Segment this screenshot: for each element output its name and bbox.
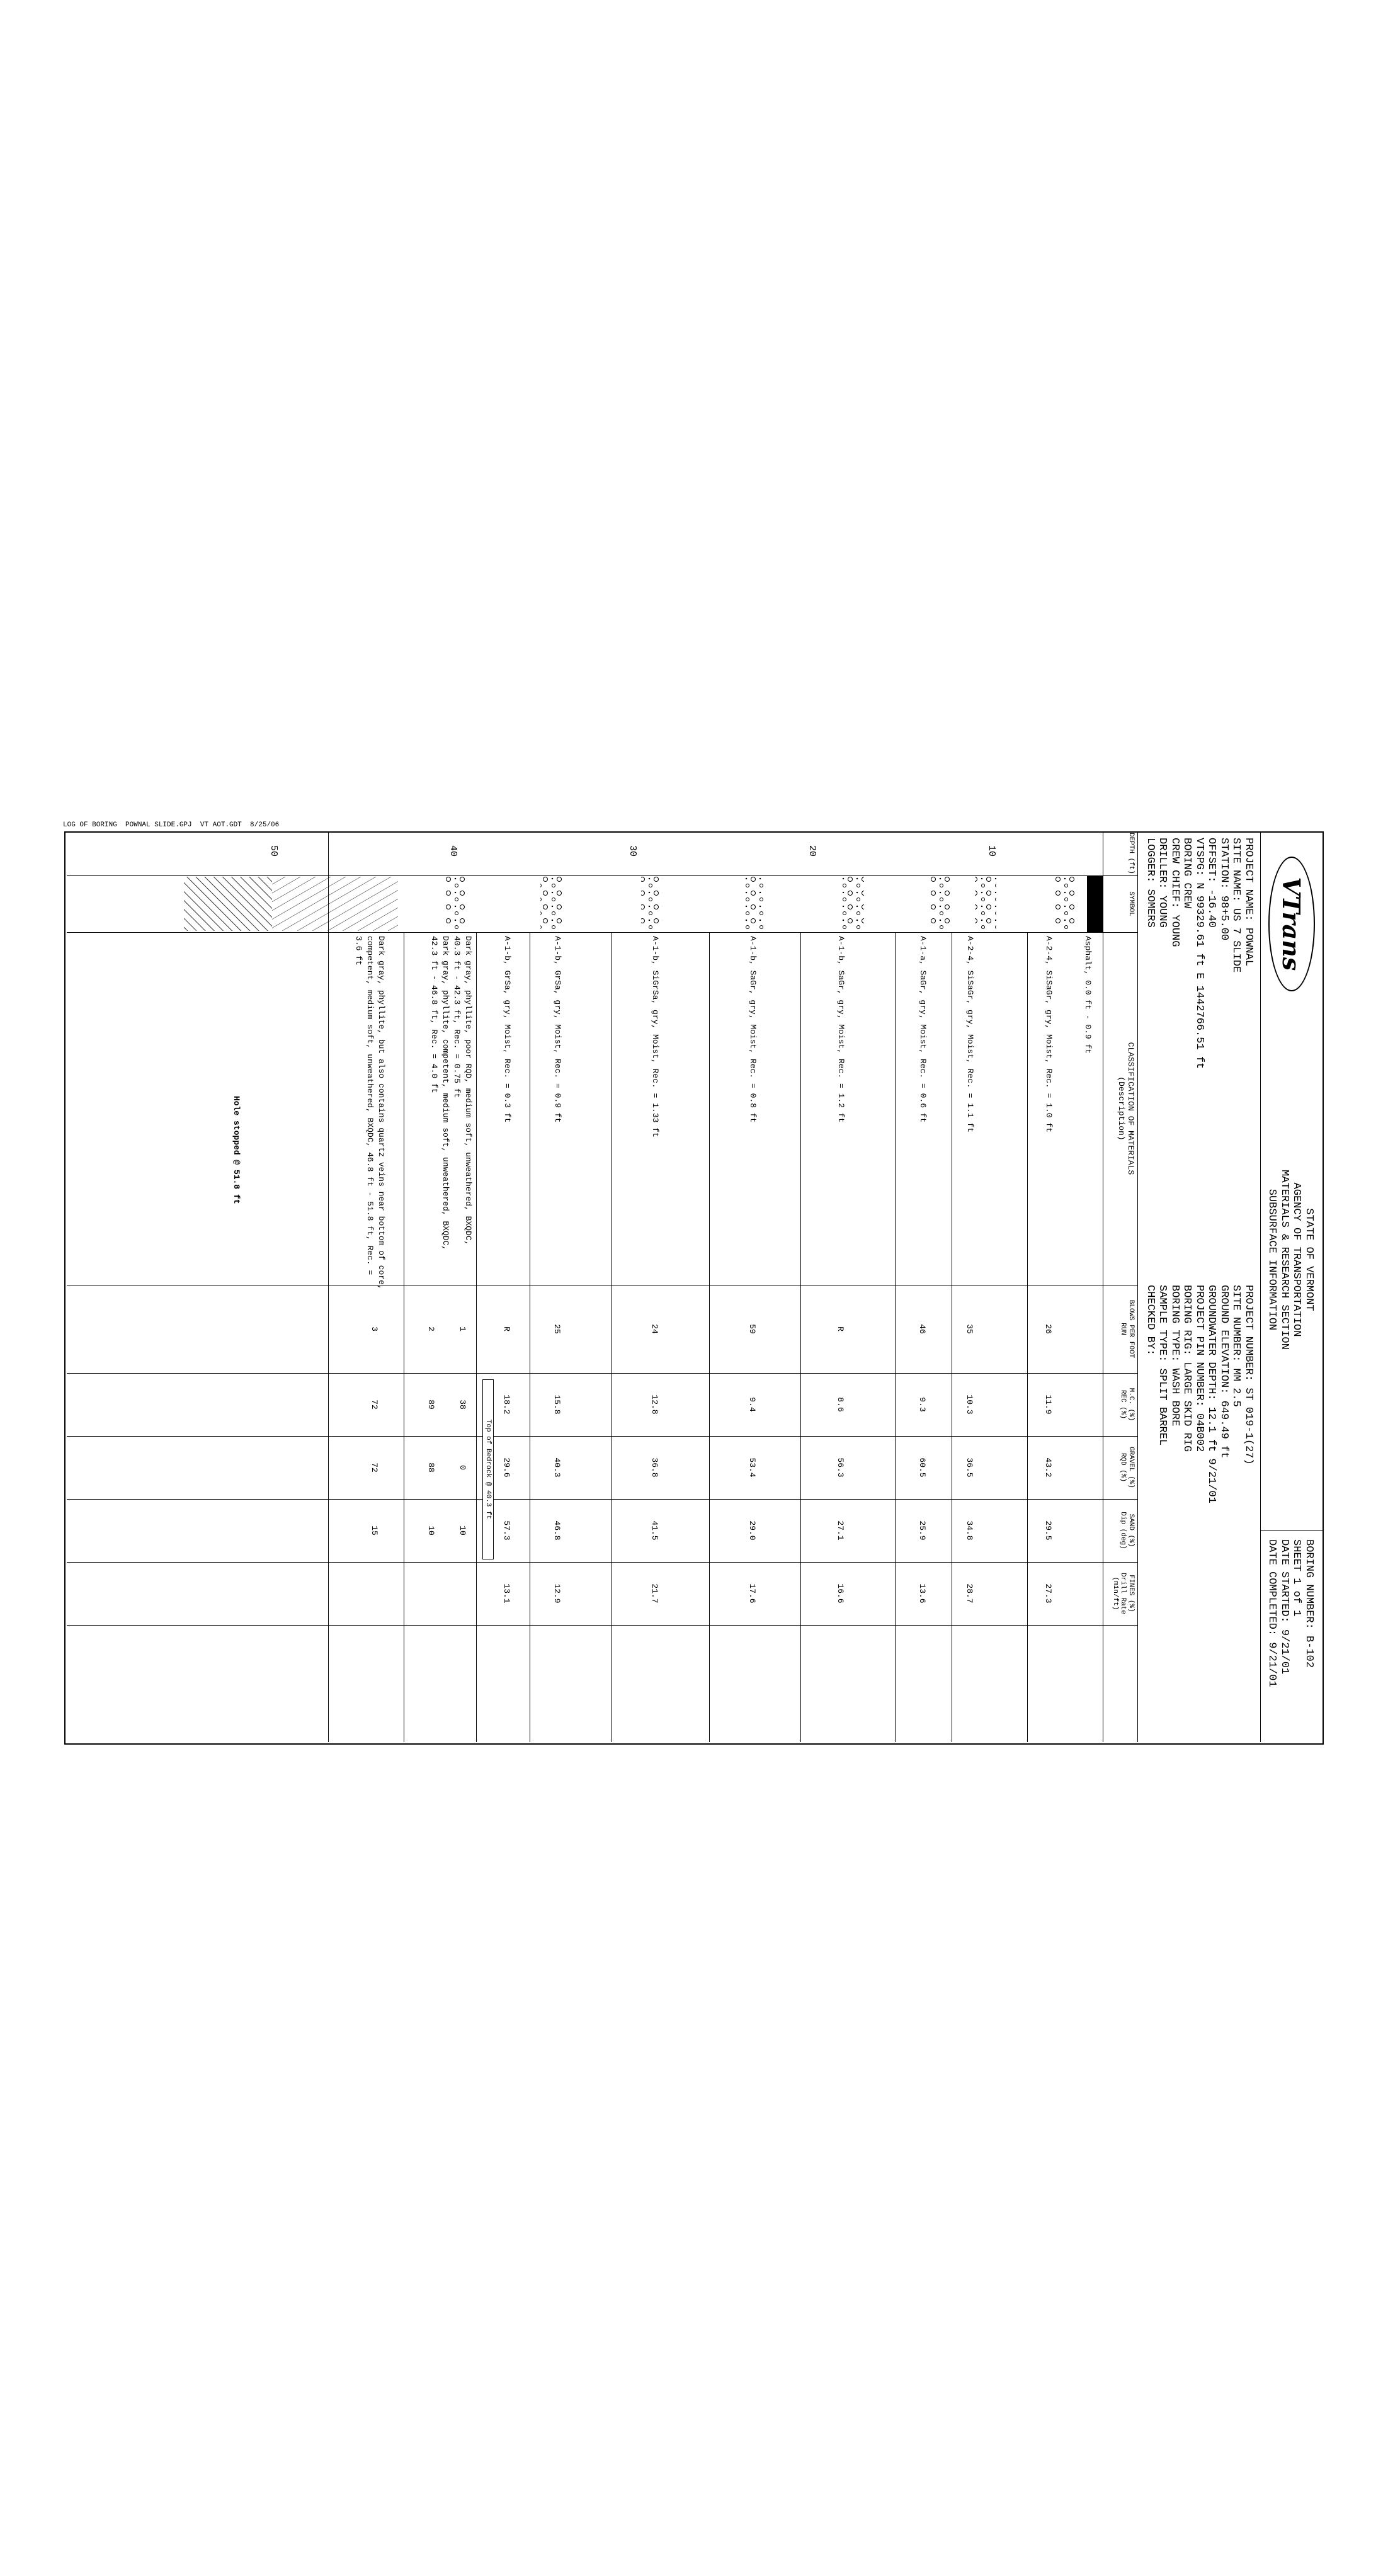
bottom-rule bbox=[328, 831, 329, 1742]
boring-log-sheet bbox=[64, 831, 1324, 1745]
agency-block bbox=[1266, 1146, 1315, 1373]
gravel-value: 36.5 bbox=[965, 1457, 974, 1478]
dip-label: Dip (deg) bbox=[1119, 1512, 1127, 1549]
agency-line: MATERIALS & RESEARCH SECTION bbox=[1278, 1170, 1290, 1350]
layer-description: Asphalt, 0.0 ft - 0.9 ft bbox=[1083, 936, 1093, 1054]
soil-symbol bbox=[446, 877, 467, 931]
core-rec-value: 72 bbox=[370, 1399, 379, 1410]
sand-value: 27.1 bbox=[836, 1520, 845, 1541]
fines-value: 27.3 bbox=[1044, 1583, 1053, 1604]
blows-column-header bbox=[1119, 1285, 1135, 1373]
sheet-count: SHEET 1 of 1 bbox=[1290, 1539, 1303, 1617]
hole-stopped-note: Hole stopped @ 51.8 ft bbox=[232, 1096, 241, 1204]
phyllite-symbol bbox=[272, 877, 398, 931]
agency-line: SUBSURFACE INFORMATION bbox=[1266, 1188, 1278, 1331]
blows-value: 35 bbox=[965, 1324, 974, 1334]
layer-description: A-2-4, SiSaGr, gry, Moist, Rec. = 1.0 ft bbox=[1044, 936, 1054, 1133]
depth-label: 10 bbox=[986, 845, 997, 857]
boring-rig: BORING RIG: LARGE SKID RIG bbox=[1181, 1285, 1193, 1452]
layer-description: A-1-b, GrSa, gry, Moist, Rec. = 0.3 ft bbox=[503, 936, 512, 1123]
mc-value: 11.9 bbox=[1044, 1394, 1053, 1415]
drill-rate-label: Drill Rate (min/ft) bbox=[1111, 1572, 1127, 1614]
core-run-number: 2 bbox=[426, 1326, 436, 1331]
logger: LOGGER: SOMERS bbox=[1144, 838, 1156, 928]
fines-value: 17.6 bbox=[748, 1583, 757, 1604]
logo-text: VTrans bbox=[1277, 877, 1306, 971]
fines-value: 12.9 bbox=[552, 1583, 562, 1604]
boring-crew: BORING CREW bbox=[1181, 838, 1193, 909]
gravel-value: 56.3 bbox=[836, 1457, 845, 1478]
mc-label: M.C. (%) bbox=[1127, 1388, 1135, 1422]
gravel-value: 53.4 bbox=[748, 1457, 757, 1478]
groundwater-depth: GROUNDWATER DEPTH: 12.1 ft 9/21/01 bbox=[1205, 1285, 1218, 1503]
rock-note: Dark gray, phyllite, poor RQD, medium soft, unweathered, BXQDC, bbox=[464, 936, 473, 1246]
layer-description: A-1-b, SaGr, gry, Moist, Rec. = 0.8 ft bbox=[748, 936, 758, 1123]
blows-label: BLOWS PER FOOT bbox=[1127, 1299, 1135, 1359]
sand-value: 57.3 bbox=[502, 1520, 511, 1541]
sand-column-header bbox=[1119, 1499, 1135, 1562]
top-of-bedrock-label: Top of Bedrock @ 40.3 ft bbox=[482, 1379, 494, 1559]
sand-label: SAND (%) bbox=[1127, 1513, 1135, 1547]
col-divider bbox=[67, 1499, 1138, 1500]
col-divider bbox=[67, 1373, 1138, 1374]
fines-value: 13.6 bbox=[918, 1583, 927, 1604]
blows-value: 26 bbox=[1044, 1324, 1053, 1334]
offset: OFFSET: -16.40 bbox=[1205, 838, 1218, 928]
info-rule bbox=[1137, 831, 1138, 1742]
mc-value: 12.8 bbox=[650, 1394, 659, 1415]
gravel-column-header bbox=[1119, 1436, 1135, 1499]
blows-value: 24 bbox=[650, 1324, 659, 1334]
crew-chief: CREW CHIEF: YOUNG bbox=[1168, 838, 1181, 947]
soil-symbol bbox=[1054, 877, 1078, 931]
boring-number: BORING NUMBER: B-102 bbox=[1303, 1539, 1315, 1668]
sand-value: 29.5 bbox=[1044, 1520, 1053, 1541]
row-rule bbox=[1027, 932, 1028, 1742]
boring-type: BORING TYPE: WASH BORE bbox=[1168, 1285, 1181, 1427]
gravel-value: 29.6 bbox=[502, 1457, 511, 1478]
core-rqd-value: 88 bbox=[426, 1462, 436, 1473]
col-divider bbox=[67, 1562, 1138, 1563]
bedrock-rule bbox=[476, 932, 477, 1742]
rqd-label: RQD (%) bbox=[1119, 1452, 1127, 1483]
header-rule bbox=[1260, 831, 1261, 1742]
rock-note: Dark gray, phyllite, but also contains quartz veins near bottom of core, bbox=[377, 936, 386, 1290]
soil-symbol bbox=[742, 877, 763, 931]
driller: DRILLER: YOUNG bbox=[1156, 838, 1169, 928]
core-run-number: 3 bbox=[370, 1326, 379, 1331]
core-rqd-value: 72 bbox=[370, 1462, 379, 1473]
rock-note: 42.3 ft - 46.8 ft, Rec. = 4.0 ft bbox=[429, 936, 439, 1093]
file-caption: LOG OF BORING POWNAL SLIDE.GPJ VT AOT.GDT 8/25/06 bbox=[63, 821, 280, 829]
blows-value: R bbox=[836, 1326, 845, 1331]
blows-value: R bbox=[502, 1326, 511, 1331]
blows-value: 59 bbox=[748, 1324, 757, 1334]
sheet-frame bbox=[64, 831, 1324, 1745]
core-run-number: 1 bbox=[458, 1326, 467, 1331]
fines-value: 16.6 bbox=[836, 1583, 845, 1604]
rock-note: competent, medium soft, unweathered, BXQDC, 46.8 ft - 51.8 ft, Rec. = bbox=[365, 936, 375, 1275]
soil-symbol bbox=[931, 877, 952, 931]
agency-line: STATE OF VERMONT bbox=[1303, 1208, 1315, 1311]
depth-label: 40 bbox=[448, 845, 458, 857]
col-divider bbox=[67, 1625, 1138, 1626]
col-divider bbox=[67, 932, 1138, 933]
vtrans-logo bbox=[1268, 857, 1315, 991]
sample-type: SAMPLE TYPE: SPLIT BARREL bbox=[1156, 1285, 1169, 1446]
fines-value: 21.7 bbox=[650, 1583, 659, 1604]
soil-symbol bbox=[975, 877, 996, 931]
checked-by: CHECKED BY: bbox=[1144, 1285, 1156, 1356]
agency-line: AGENCY OF TRANSPORTATION bbox=[1290, 1182, 1303, 1337]
layer-description: A-1-a, SaGr, gry, Moist, Rec. = 0.6 ft bbox=[918, 936, 928, 1123]
fines-value: 28.7 bbox=[965, 1583, 974, 1604]
ground-elevation: GROUND ELEVATION: 649.49 ft bbox=[1217, 1285, 1230, 1459]
symbol-column-header: SYMBOL bbox=[1127, 891, 1135, 916]
row-rule bbox=[709, 932, 710, 1742]
mc-value: 9.3 bbox=[918, 1397, 927, 1412]
depth-label: 20 bbox=[807, 845, 817, 857]
soil-symbol bbox=[641, 877, 663, 931]
fines-value: 13.1 bbox=[502, 1583, 511, 1604]
date-started: DATE STARTED: 9/21/01 bbox=[1278, 1539, 1290, 1675]
rock-note: 40.3 ft - 42.3 ft, Rec. = 0.75 ft bbox=[452, 936, 462, 1098]
core-dip-value: 10 bbox=[426, 1525, 436, 1536]
rec-label: REC (%) bbox=[1119, 1389, 1127, 1420]
run-label: RUN bbox=[1119, 1323, 1127, 1335]
core-dip-value: 10 bbox=[458, 1525, 467, 1536]
soil-symbol bbox=[540, 877, 562, 931]
classification-title: CLASSIFICATION OF MATERIALS bbox=[1126, 1042, 1135, 1175]
project-info-right bbox=[1144, 1285, 1254, 1503]
sand-value: 46.8 bbox=[552, 1520, 562, 1541]
project-number: PROJECT NUMBER: ST 019-1(27) bbox=[1243, 1285, 1254, 1465]
mc-value: 18.2 bbox=[502, 1394, 511, 1415]
gravel-value: 40.3 bbox=[552, 1457, 562, 1478]
blows-value: 46 bbox=[918, 1324, 927, 1334]
rock-note: Dark gray, phyllite, competent, medium soft, unweathered, BXQDC, bbox=[441, 936, 450, 1251]
classification-column-header bbox=[1116, 932, 1135, 1285]
asphalt-symbol bbox=[1087, 875, 1103, 932]
site-name: SITE NAME: US 7 SLIDE bbox=[1230, 838, 1243, 973]
gravel-value: 60.5 bbox=[918, 1457, 927, 1478]
sand-value: 25.9 bbox=[918, 1520, 927, 1541]
core-rqd-value: 0 bbox=[458, 1465, 467, 1470]
layer-description: A-2-4, SiSaGr, gry, Moist, Rec. = 1.1 ft bbox=[965, 936, 975, 1133]
depth-label: 30 bbox=[627, 845, 638, 857]
col-divider bbox=[67, 1436, 1138, 1437]
classification-subtitle: (Description) bbox=[1117, 1076, 1127, 1141]
mc-value: 9.4 bbox=[748, 1397, 757, 1412]
layer-description: A-1-b, GrSa, gry, Moist, Rec. = 0.9 ft bbox=[553, 936, 562, 1123]
gravel-value: 36.8 bbox=[650, 1457, 659, 1478]
fines-label: FINES (%) bbox=[1127, 1575, 1135, 1612]
vtspg-coordinates: VTSPG: N 99329.61 ft E 1442766.51 ft bbox=[1193, 838, 1205, 1069]
mc-column-header bbox=[1119, 1373, 1135, 1436]
project-info-left bbox=[1144, 838, 1254, 1069]
sand-value: 29.0 bbox=[748, 1520, 757, 1541]
sand-value: 34.8 bbox=[965, 1520, 974, 1541]
project-name: PROJECT NAME: POWNAL bbox=[1243, 838, 1254, 967]
station: STATION: 98+5.00 bbox=[1217, 838, 1230, 941]
sand-value: 41.5 bbox=[650, 1520, 659, 1541]
boring-info-block bbox=[1266, 1539, 1315, 1687]
depth-column-header: DEPTH (ft) bbox=[1127, 832, 1135, 874]
site-number: SITE NUMBER: MM 2.5 bbox=[1230, 1285, 1243, 1407]
soil-symbol bbox=[843, 877, 864, 931]
rock-note: 3.6 ft bbox=[354, 936, 363, 966]
mc-value: 15.8 bbox=[552, 1394, 562, 1415]
layer-description: A-1-b, SiGrSa, gry, Moist, Rec. = 1.33 ft bbox=[651, 936, 660, 1137]
gravel-value: 43.2 bbox=[1044, 1457, 1053, 1478]
mc-value: 8.6 bbox=[836, 1397, 845, 1412]
symbol-column-graphics bbox=[67, 875, 1103, 932]
core-rec-value: 89 bbox=[426, 1399, 436, 1410]
core-rec-value: 38 bbox=[458, 1399, 467, 1410]
date-completed: DATE COMPLETED: 9/21/01 bbox=[1266, 1539, 1278, 1687]
layer-description: A-1-b, SaGr, gry, Moist, Rec. = 1.2 ft bbox=[836, 936, 846, 1123]
gravel-label: GRAVEL (%) bbox=[1127, 1446, 1135, 1488]
core-dip-value: 15 bbox=[370, 1525, 379, 1536]
fines-column-header bbox=[1111, 1562, 1135, 1625]
project-pin-number: PROJECT PIN NUMBER: 04B002 bbox=[1193, 1285, 1205, 1452]
blows-value: 25 bbox=[552, 1324, 562, 1334]
row-rule bbox=[800, 932, 801, 1742]
depth-label: 50 bbox=[268, 845, 279, 857]
rock-symbol bbox=[184, 877, 272, 931]
header-divider bbox=[1261, 1530, 1324, 1531]
mc-value: 10.3 bbox=[965, 1394, 974, 1415]
row-rule bbox=[895, 932, 896, 1742]
